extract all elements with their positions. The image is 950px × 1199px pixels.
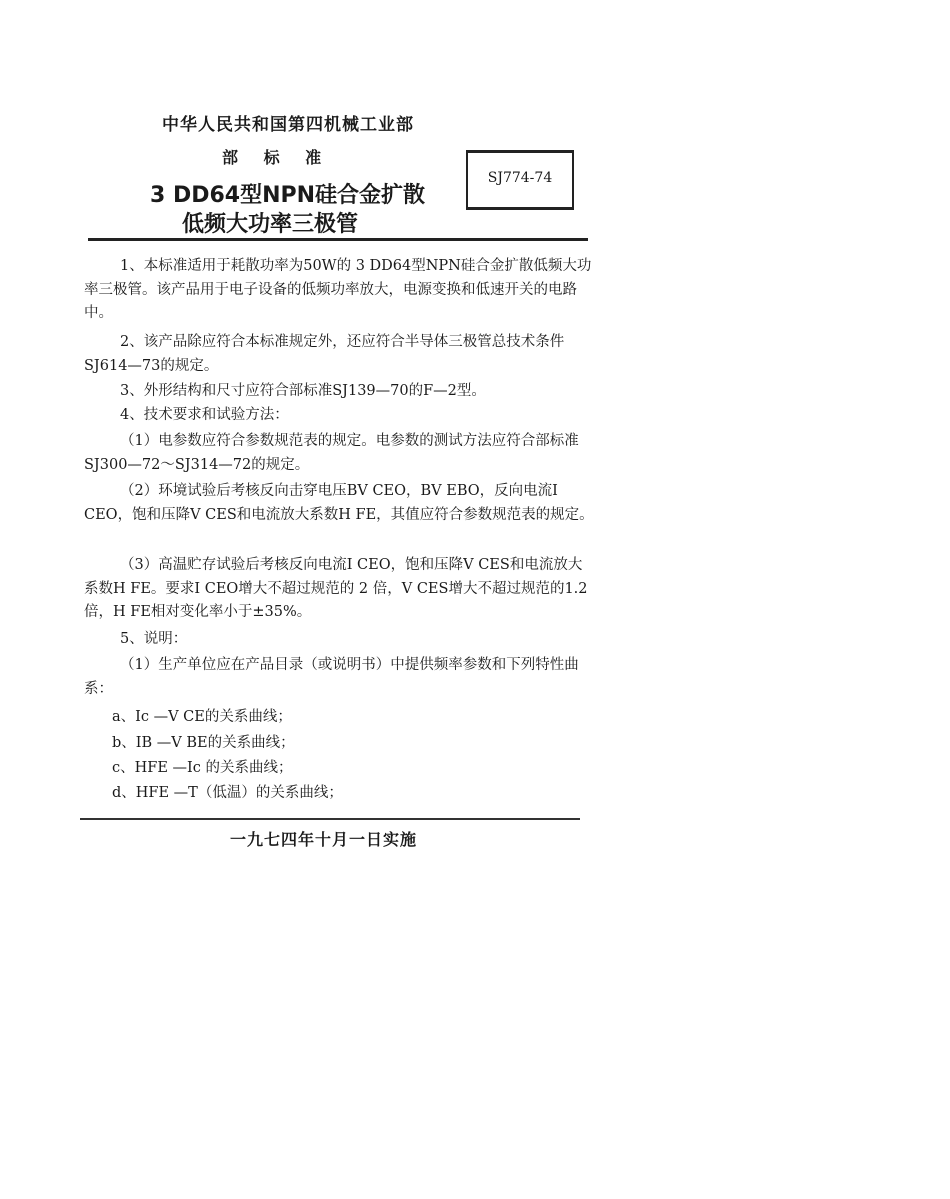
clause-4-3 xyxy=(84,554,594,625)
clause-3 xyxy=(84,380,594,404)
clause-5-text: 5、说明： xyxy=(120,631,188,647)
document-title-line2: 低频大功率三极管 xyxy=(182,212,359,237)
clause-1 xyxy=(84,255,594,326)
clause-4 xyxy=(84,404,594,428)
implementation-date: 一九七四年十月一日实施 xyxy=(230,830,418,849)
clause-5-1 xyxy=(84,654,594,701)
ministry-name: 中华人民共和国第四机械工业部 xyxy=(162,115,414,135)
clause-4-1-text: （1）电参数应符合参数规范表的规定。电参数的测试方法应符合部标准SJ300—72～SJ314—72的规定。 xyxy=(84,433,579,473)
document-title-line1: 3 DD64型NPN硅合金扩散 xyxy=(150,183,426,208)
clause-4-2-text: （2）环境试验后考核反向击穿电压BV CEO，BV EBO，反向电流I CEO，饱和压降V CES和电流放大系数H FE，其值应符合参数规范表的规定。 xyxy=(84,483,594,523)
standard-code-box xyxy=(466,150,574,210)
clause-4-3-text: （3）高温贮存试验后考核反向电流I CEO，饱和压降V CES和电流放大系数H FE。要求I CEO增大不超过规范的 2 倍，V CES增大不超过规范的1.2倍，H FE相对变化率小于±35%。 xyxy=(84,557,588,620)
clause-1-text: 1、本标准适用于耗散功率为50W的 3 DD64型NPN硅合金扩散低频大功率三极管。该产品用于电子设备的低频功率放大，电源变换和低速开关的电路中。 xyxy=(84,258,592,321)
clause-2-text: 2、该产品除应符合本标准规定外，还应符合半导体三极管总技术条件SJ614—73的规定。 xyxy=(84,334,565,374)
clause-4-2 xyxy=(84,480,594,527)
clause-2 xyxy=(84,331,594,378)
clause-4-1 xyxy=(84,430,594,477)
footer-divider xyxy=(80,818,580,820)
clause-5 xyxy=(84,628,594,652)
list-item-c: c、HFE —Ic 的关系曲线； xyxy=(112,760,293,776)
list-item-b: b、IB —V BE的关系曲线； xyxy=(112,735,295,751)
clause-4-text: 4、技术要求和试验方法： xyxy=(120,407,289,423)
list-item-a: a、Ic —V CE的关系曲线； xyxy=(112,709,292,725)
list-item-d: d、HFE —T（低温）的关系曲线； xyxy=(112,785,343,801)
clause-3-text: 3、外形结构和尺寸应符合部标准SJ139—70的F—2型。 xyxy=(120,383,486,399)
clause-5-1-text: （1）生产单位应在产品目录（或说明书）中提供频率参数和下列特性曲系： xyxy=(84,657,579,697)
standard-code: SJ774-74 xyxy=(487,170,553,186)
header-divider xyxy=(88,238,588,241)
standard-label: 部 标 准 xyxy=(222,148,322,167)
